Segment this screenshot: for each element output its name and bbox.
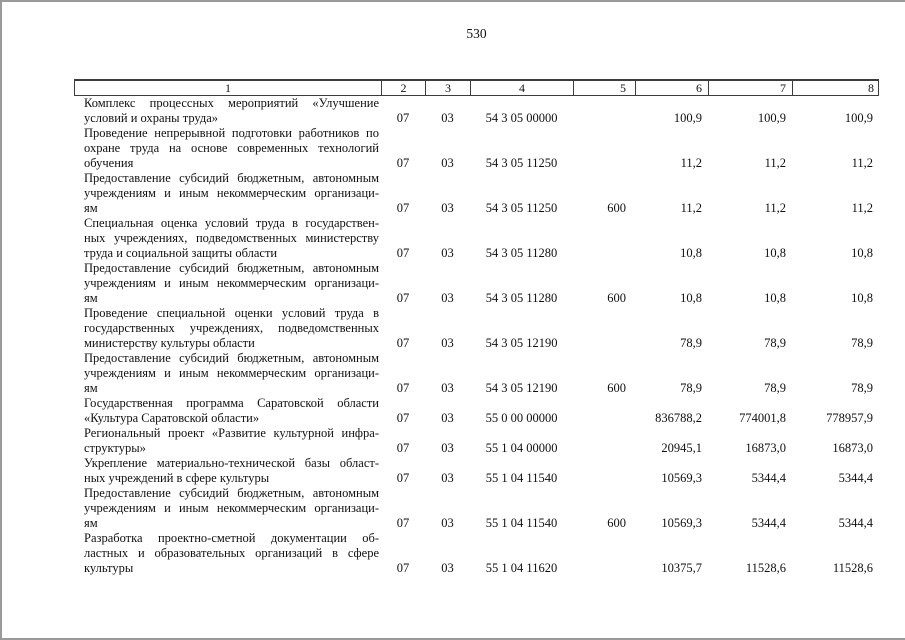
amount-col6: 78,9 [680, 381, 702, 395]
description-line: учреждениям и иным некоммерческим организаци- [84, 366, 379, 380]
amount-col7: 5344,4 [751, 516, 786, 530]
description-line: Проведение непрерывной подготовки работников по [84, 126, 379, 140]
column-header-2: 2 [382, 81, 426, 95]
subsection-code: 03 [441, 516, 454, 530]
description-line: культуры [84, 561, 134, 575]
table-row [74, 486, 879, 531]
table-row [74, 216, 879, 261]
description-line: Предоставление субсидий бюджетным, автономным [84, 171, 379, 185]
amount-col7: 11,2 [764, 156, 786, 170]
amount-col8: 5344,4 [838, 471, 873, 485]
amount-col6: 100,9 [673, 111, 702, 125]
column-header-7: 7 [709, 81, 793, 95]
description-line: ных учреждений в сфере культуры [84, 471, 270, 485]
amount-col7: 100,9 [757, 111, 786, 125]
section-code: 07 [396, 111, 410, 125]
target-article-code: 54 3 05 11280 [485, 291, 558, 305]
table-row [74, 456, 879, 486]
row-description [74, 306, 381, 351]
amount-col8: 78,9 [851, 381, 873, 395]
subsection-code: 03 [441, 111, 454, 125]
section-code: 07 [396, 561, 410, 575]
description-line: Разработка проектно-сметной документации об- [84, 531, 379, 545]
amount-col8: 778957,9 [826, 411, 873, 425]
target-article-code: 54 3 05 11250 [485, 201, 558, 215]
description-line: ных учреждениях, подведомственных министерству [84, 231, 379, 245]
description-line: Комплекс процессных мероприятий «Улучшение [84, 96, 379, 110]
row-description [74, 96, 381, 126]
row-description [74, 531, 381, 576]
target-article-code: 55 1 04 11540 [485, 471, 558, 485]
description-line: ям [84, 381, 98, 395]
row-description [74, 426, 381, 456]
description-line: Государственная программа Саратовской области [84, 396, 379, 410]
amount-col6: 10,8 [680, 246, 702, 260]
amount-col6: 10,8 [680, 291, 702, 305]
row-description [74, 126, 381, 171]
amount-col6: 78,9 [680, 336, 702, 350]
page-number: 530 [466, 26, 487, 41]
column-header-8: 8 [868, 81, 874, 95]
row-description [74, 261, 381, 306]
amount-col8: 11,2 [851, 156, 873, 170]
row-description [74, 396, 381, 426]
subsection-code: 03 [441, 471, 454, 485]
amount-col6: 10375,7 [661, 561, 702, 575]
subsection-code: 03 [441, 441, 454, 455]
table-row [74, 96, 879, 126]
section-code: 07 [396, 201, 410, 215]
subsection-code: 03 [441, 561, 454, 575]
amount-col8: 11,2 [851, 201, 873, 215]
expense-type-code: 600 [607, 291, 626, 305]
table-row [74, 426, 879, 456]
section-code: 07 [396, 516, 410, 530]
amount-col7: 5344,4 [751, 471, 786, 485]
description-line: ластных и образовательных организаций в сфере [84, 546, 379, 560]
description-line: государственных учреждениях, подведомственных [84, 321, 379, 335]
target-article-code: 55 0 00 00000 [485, 411, 558, 425]
description-line: учреждениям и иным некоммерческим организаци- [84, 501, 379, 515]
description-line: ям [84, 516, 98, 530]
amount-col7: 16873,0 [745, 441, 786, 455]
section-code: 07 [396, 381, 410, 395]
description-line: Предоставление субсидий бюджетным, автономным [84, 261, 379, 275]
amount-col7: 11,2 [764, 201, 786, 215]
section-code: 07 [396, 441, 410, 455]
section-code: 07 [396, 471, 410, 485]
target-article-code: 55 1 04 11540 [485, 516, 558, 530]
description-line: Укрепление материально-технической базы област- [84, 456, 379, 470]
description-line: труда и социальной защиты области [84, 246, 278, 260]
column-header-4: 4 [471, 81, 574, 95]
section-code: 07 [396, 156, 410, 170]
target-article-code: 55 1 04 11620 [485, 561, 558, 575]
subsection-code: 03 [441, 411, 454, 425]
subsection-code: 03 [441, 246, 454, 260]
description-line: охране труда на основе современных технологий [84, 141, 379, 155]
table-row [74, 531, 879, 576]
amount-col8: 11528,6 [832, 561, 873, 575]
amount-col8: 5344,4 [838, 516, 873, 530]
subsection-code: 03 [441, 381, 454, 395]
target-article-code: 55 1 04 00000 [485, 441, 558, 455]
column-header-3: 3 [426, 81, 471, 95]
description-line: Предоставление субсидий бюджетным, автономным [84, 486, 379, 500]
row-description [74, 456, 381, 486]
description-line: Предоставление субсидий бюджетным, автономным [84, 351, 379, 365]
description-line: структуры» [84, 441, 146, 455]
amount-col6: 836788,2 [655, 411, 702, 425]
amount-col7: 10,8 [764, 291, 786, 305]
subsection-code: 03 [441, 201, 454, 215]
expense-type-code: 600 [607, 381, 626, 395]
table-row [74, 396, 879, 426]
description-line: ям [84, 201, 98, 215]
table-row [74, 171, 879, 216]
amount-col8: 100,9 [844, 111, 873, 125]
description-line: обучения [84, 156, 134, 170]
description-line: Проведение специальной оценки условий труда в [84, 306, 379, 320]
table-row [74, 261, 879, 306]
amount-col6: 10569,3 [661, 516, 702, 530]
budget-table [74, 79, 879, 576]
subsection-code: 03 [441, 291, 454, 305]
row-description [74, 171, 381, 216]
section-code: 07 [396, 246, 410, 260]
table-header-row [74, 79, 879, 96]
subsection-code: 03 [441, 336, 454, 350]
subsection-code: 03 [441, 156, 454, 170]
amount-col7: 78,9 [764, 336, 786, 350]
amount-col8: 10,8 [851, 246, 873, 260]
table-row [74, 306, 879, 351]
description-line: Специальная оценка условий труда в государствен- [84, 216, 379, 230]
section-code: 07 [396, 336, 410, 350]
target-article-code: 54 3 05 12190 [485, 381, 558, 395]
amount-col6: 11,2 [680, 201, 702, 215]
column-header-6: 6 [636, 81, 709, 95]
amount-col7: 11528,6 [745, 561, 786, 575]
description-line: «Культура Саратовской области» [84, 411, 260, 425]
target-article-code: 54 3 05 11250 [485, 156, 558, 170]
description-line: учреждениям и иным некоммерческим организаци- [84, 186, 379, 200]
target-article-code: 54 3 05 00000 [485, 111, 558, 125]
amount-col8: 16873,0 [832, 441, 873, 455]
expense-type-code: 600 [607, 201, 626, 215]
table-row [74, 351, 879, 396]
amount-col7: 774001,8 [739, 411, 786, 425]
description-line: Региональный проект «Развитие культурной инфра- [84, 426, 379, 440]
row-description [74, 216, 381, 261]
description-line: министерству культуры области [84, 336, 255, 350]
amount-col7: 78,9 [764, 381, 786, 395]
amount-col6: 20945,1 [661, 441, 702, 455]
target-article-code: 54 3 05 12190 [485, 336, 558, 350]
row-description [74, 486, 381, 531]
column-header-1: 1 [75, 81, 382, 95]
table-row [74, 126, 879, 171]
amount-col7: 10,8 [764, 246, 786, 260]
section-code: 07 [396, 291, 410, 305]
column-header-5: 5 [574, 81, 636, 95]
amount-col6: 10569,3 [661, 471, 702, 485]
table-body [74, 96, 879, 576]
expense-type-code: 600 [607, 516, 626, 530]
row-description [74, 351, 381, 396]
section-code: 07 [396, 411, 410, 425]
amount-col8: 78,9 [851, 336, 873, 350]
description-line: ям [84, 291, 98, 305]
description-line: учреждениям и иным некоммерческим организаци- [84, 276, 379, 290]
amount-col6: 11,2 [680, 156, 702, 170]
amount-col8: 10,8 [851, 291, 873, 305]
target-article-code: 54 3 05 11280 [485, 246, 558, 260]
description-line: условий и охраны труда» [84, 111, 219, 125]
